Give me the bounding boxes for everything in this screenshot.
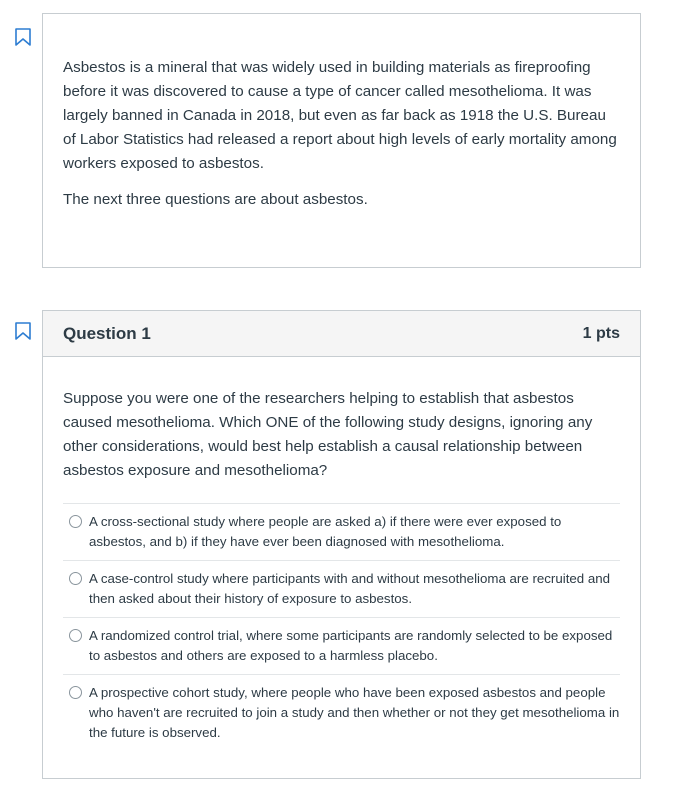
radio-button[interactable]	[69, 629, 82, 642]
answer-label[interactable]: A prospective cohort study, where people who have been exposed asbestos and people who haven't are recruited to join a study and then whether or not they get mesothelioma in the future is observed.	[89, 685, 620, 740]
answer-label[interactable]: A randomized control trial, where some participants are randomly selected to be exposed to asbestos and others are exposed to a harmless placebo.	[89, 628, 613, 663]
question-body	[43, 357, 640, 751]
intro-paragraph: The next three questions are about asbestos.	[63, 191, 368, 208]
flag-question-icon[interactable]	[12, 26, 34, 48]
answer-label[interactable]: A case-control study where participants with and without mesothelioma are recruited and then asked about their history of exposure to asbestos.	[89, 571, 611, 606]
answer-label[interactable]: A cross-sectional study where people are asked a) if there were ever exposed to asbestos, and b) if they have ever been diagnosed with mesothelioma.	[89, 514, 562, 549]
question-text: Suppose you were one of the researchers helping to establish that asbestos caused mesothelioma. Which ONE of the following study designs, ignoring any other considerations, would best help establish a causal relationship between asbestos exposure and mesothelioma?	[63, 390, 593, 479]
answer-option[interactable]	[63, 504, 620, 561]
answer-list	[63, 503, 620, 751]
question-title: Question 1	[63, 323, 151, 343]
radio-button[interactable]	[69, 515, 82, 528]
question-panel	[42, 310, 641, 779]
answer-option[interactable]	[63, 561, 620, 618]
radio-button[interactable]	[69, 572, 82, 585]
intro-paragraph: Asbestos is a mineral that was widely used in building materials as fireproofing before it was discovered to cause a type of cancer called mesothelioma. It was largely banned in Canada in 2018, but even as far back as 1918 the U.S. Bureau of Labor Statistics had released a report about high levels of early mortality among workers exposed to asbestos.	[63, 59, 617, 172]
flag-question-icon[interactable]	[12, 320, 34, 342]
radio-button[interactable]	[69, 686, 82, 699]
question-header	[43, 311, 640, 357]
answer-option[interactable]	[63, 675, 620, 751]
question-points: 1 pts	[582, 324, 620, 342]
intro-text-panel	[42, 13, 641, 268]
answer-option[interactable]	[63, 618, 620, 675]
intro-text	[43, 14, 640, 212]
